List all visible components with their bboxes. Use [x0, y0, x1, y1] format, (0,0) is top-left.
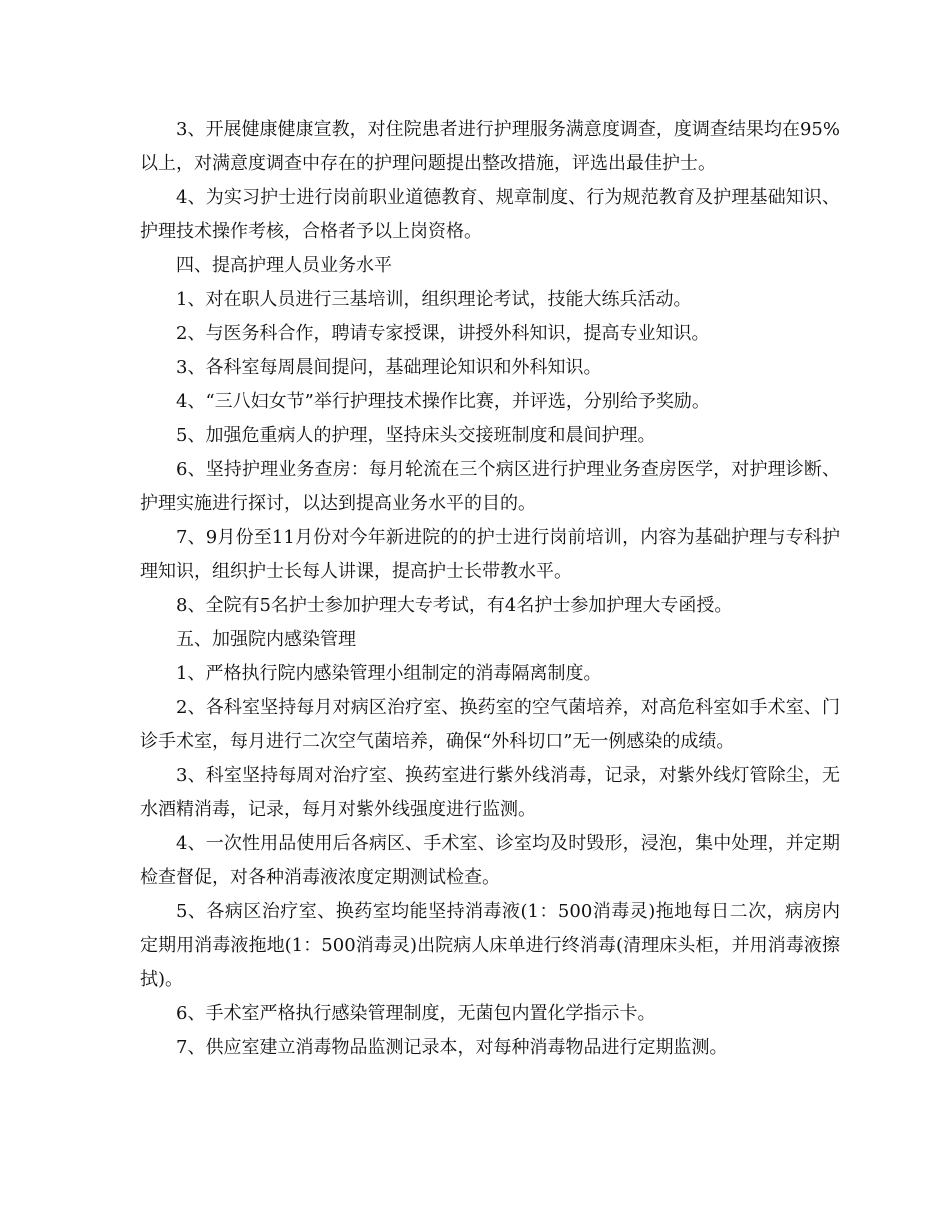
- section-heading-4: 四、提高护理人员业务水平: [176, 255, 392, 276]
- document-body: [140, 113, 840, 1065]
- paragraph-6: 4、“三八妇女节”举行护理技术操作比赛，并评选，分别给予奖励。: [176, 391, 710, 412]
- paragraph-11: 1、严格执行院内感染管理小组制定的消毒隔离制度。: [176, 663, 602, 684]
- paragraph-17: 7、供应室建立消毒物品监测记录本，对每种消毒物品进行定期监测。: [176, 1037, 728, 1058]
- paragraph-14: 4、一次性用品使用后各病区、手术室、诊室均及时毁形，浸泡，集中处理，并定期检查督促，对各种消毒液浓度定期测试检查。: [140, 833, 840, 888]
- paragraph-13: 3、科室坚持每周对治疗室、换药室进行紫外线消毒，记录，对紫外线灯管除尘，无水酒精消毒，记录，每月对紫外线强度进行监测。: [140, 765, 840, 820]
- paragraph-10: 8、全院有5名护士参加护理大专考试，有4名护士参加护理大专函授。: [176, 595, 733, 616]
- paragraph-8: 6、坚持护理业务查房：每月轮流在三个病区进行护理业务查房医学，对护理诊断、护理实施进行探讨，以达到提高业务水平的目的。: [140, 459, 840, 514]
- paragraph-12: 2、各科室坚持每月对病区治疗室、换药室的空气菌培养，对高危科室如手术室、门诊手术室，每月进行二次空气菌培养，确保“外科切口”无一例感染的成绩。: [140, 697, 840, 752]
- paragraph-7: 5、加强危重病人的护理，坚持床头交接班制度和晨间护理。: [176, 425, 656, 446]
- paragraph-15: 5、各病区治疗室、换药室均能坚持消毒液(1：500消毒灵)拖地每日二次，病房内定期用消毒液拖地(1：500消毒灵)出院病人床单进行终消毒(清理床头柜，并用消毒液擦拭)。: [140, 901, 840, 990]
- paragraph-9: 7、9月份至11月份对今年新进院的的护士进行岗前培训，内容为基础护理与专科护理知识，组织护士长每人讲课，提高护士长带教水平。: [140, 527, 840, 582]
- paragraph-16: 6、手术室严格执行感染管理制度，无菌包内置化学指示卡。: [176, 1003, 656, 1024]
- paragraph-5: 3、各科室每周晨间提问，基础理论知识和外科知识。: [176, 357, 602, 378]
- paragraph-2: 4、为实习护士进行岗前职业道德教育、规章制度、行为规范教育及护理基础知识、护理技术操作考核，合格者予以上岗资格。: [140, 187, 840, 242]
- section-heading-5: 五、加强院内感染管理: [176, 629, 356, 650]
- paragraph-4: 2、与医务科合作，聘请专家授课，讲授外科知识，提高专业知识。: [176, 323, 710, 344]
- paragraph-1: 3、开展健康健康宣教，对住院患者进行护理服务满意度调查，度调查结果均在95%以上，对满意度调查中存在的护理问题提出整改措施，评选出最佳护士。: [140, 119, 840, 174]
- paragraph-3: 1、对在职人员进行三基培训，组织理论考试，技能大练兵活动。: [176, 289, 692, 310]
